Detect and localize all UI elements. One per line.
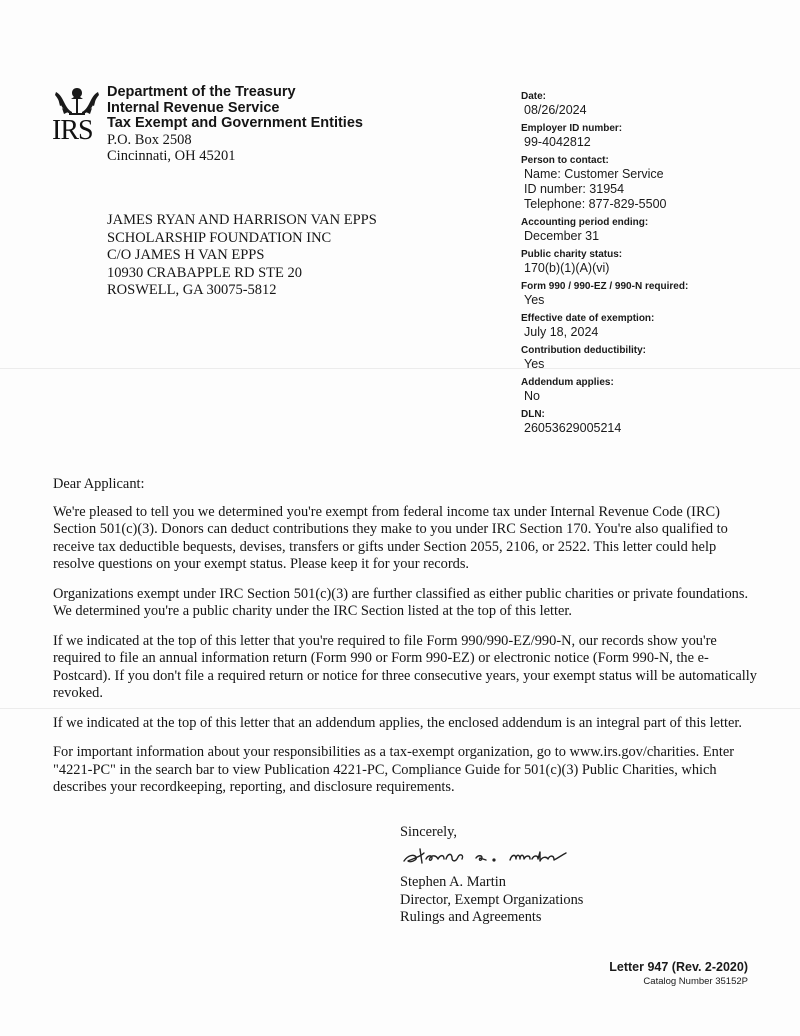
letter-body [53, 476, 758, 809]
agency-irs: Internal Revenue Service [107, 99, 280, 116]
recipient-line: 10930 CRABAPPLE RD STE 20 [107, 264, 302, 281]
form-identifier [609, 960, 748, 988]
agency-division: Tax Exempt and Government Entities [107, 115, 363, 131]
contact-id: ID number: 31954 [524, 182, 625, 196]
deductibility-label: Contribution deductibility: [521, 345, 646, 356]
recipient-line: JAMES RYAN AND HARRISON VAN EPPS [107, 212, 377, 228]
catalog-number: Catalog Number 35152P [643, 976, 748, 987]
deductibility-value: Yes [524, 357, 545, 371]
date-value: 08/26/2024 [524, 103, 587, 117]
agency-department: Department of the Treasury [107, 84, 296, 100]
accounting-value: December 31 [524, 229, 600, 243]
greeting: Dear Applicant: [53, 476, 145, 492]
agency-header [107, 85, 363, 164]
date-label: Date: [521, 91, 547, 102]
irs-logo-text: IRS [52, 115, 93, 146]
letter-info-panel [521, 90, 781, 440]
signer-office: Rulings and Agreements [400, 909, 542, 925]
paragraph-responsibilities: For important information about your responsibilities as a tax-exempt organization, go to www.irs.gov/charities. Enter "4221-PC" in the search bar to view Publication 4221-PC, Compliance Guide for 501(c)(3) Public Charities, which describes your recordkeeping, reporting, and disclosure requirements. [53, 744, 735, 795]
recipient-line: C/O JAMES H VAN EPPS [107, 247, 265, 263]
ein-label: Employer ID number: [521, 123, 623, 134]
agency-po-box: P.O. Box 2508 [107, 131, 192, 148]
effective-date-value: July 18, 2024 [524, 325, 599, 339]
recipient-address [107, 212, 377, 300]
recipient-line: SCHOLARSHIP FOUNDATION INC [107, 229, 332, 246]
signer-name: Stephen A. Martin [400, 874, 506, 890]
form-required-value: Yes [524, 293, 545, 307]
form-required-label: Form 990 / 990-EZ / 990-N required: [521, 281, 689, 292]
paragraph-filing: If we indicated at the top of this letter that you're required to file Form 990/990-EZ/990-N, our records show you're required to file an annual information return (Form 990 or Form 990-EZ) or electronic notice (Form 990-N, the e-Postcard). If you don't file a required return or notice for three consecutive years, your exempt status will be automatically revoked. [53, 632, 757, 701]
contact-name: Name: Customer Service [524, 167, 664, 181]
accounting-label: Accounting period ending: [521, 217, 649, 228]
addendum-value: No [524, 389, 540, 403]
dln-label: DLN: [521, 409, 545, 420]
contact-label: Person to contact: [521, 155, 609, 166]
closing-salutation: Sincerely, [400, 824, 458, 840]
effective-date-label: Effective date of exemption: [521, 313, 655, 324]
paragraph-classification: Organizations exempt under IRC Section 501(c)(3) are further classified as either public charities or private foundations. We determined you're a public charity under the IRC Section listed at the top of this letter. [53, 585, 749, 619]
agency-city: Cincinnati, OH 45201 [107, 147, 236, 164]
signer-title: Director, Exempt Organizations [400, 891, 584, 908]
ein-value: 99-4042812 [524, 135, 591, 149]
charity-status-label: Public charity status: [521, 249, 623, 260]
dln-value: 26053629005214 [524, 421, 622, 435]
addendum-label: Addendum applies: [521, 377, 614, 388]
paragraph-exemption: We're pleased to tell you we determined you're exempt from federal income tax under Internal Revenue Code (IRC) Section 501(c)(3). Donors can deduct contributions they make to you under IRC Section 170. You're also qualified to receive tax deductible bequests, devises, transfers or gifts under Section 2055, 2106, or 2522. This letter could help resolve questions on your exempt status. Please keep it for your records. [53, 503, 728, 572]
charity-status-value: 170(b)(1)(A)(vi) [524, 261, 610, 275]
contact-phone: Telephone: 877-829-5500 [524, 197, 667, 211]
paragraph-addendum: If we indicated at the top of this letter that an addendum applies, the enclosed addendum is an integral part of this letter. [53, 714, 742, 731]
recipient-line: ROSWELL, GA 30075-5812 [107, 282, 277, 298]
handwritten-signature [398, 841, 588, 871]
letter-number: Letter 947 (Rev. 2-2020) [609, 960, 748, 974]
signer-block [400, 874, 583, 927]
